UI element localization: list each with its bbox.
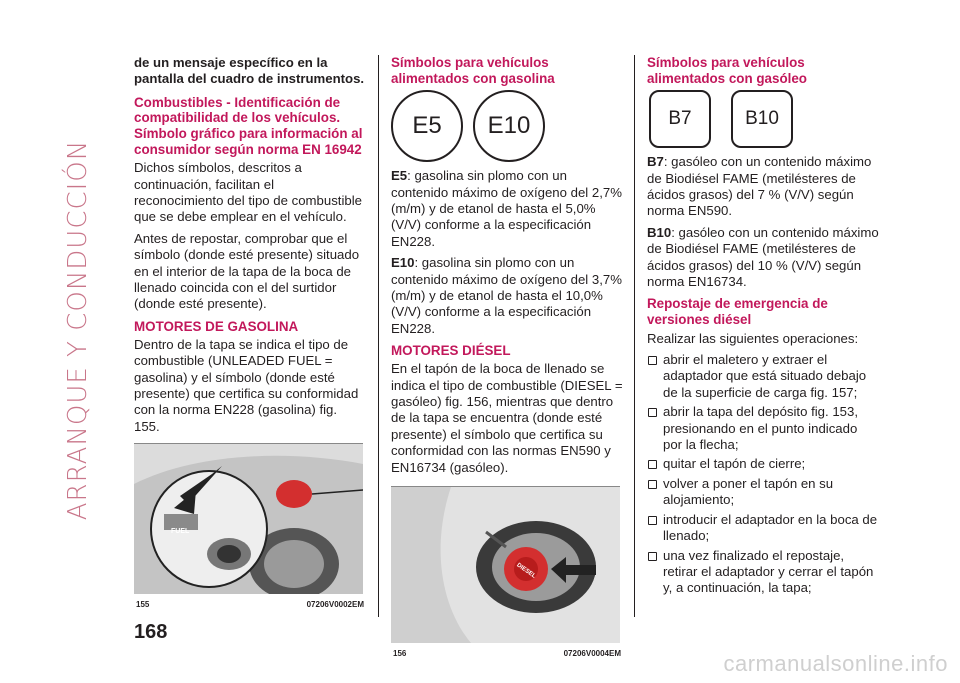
checkbox-bullet-icon [648, 480, 657, 489]
steps-list [647, 352, 879, 597]
paragraph: En el tapón de la boca de llenado se indica el tipo de combustible (DIESEL = gasóleo) fig. 156, mientras que dentro de la tapa se encuentra (donde esté presente) el símbolo que certifica su conformidad con las normas EN590 y EN16734 (gasóleo). [391, 361, 623, 475]
step-text: quitar el tapón de cierre; [663, 456, 806, 472]
definition-text: : gasóleo con un contenido máximo de Biodiésel FAME (metilésteres de ácidos grasos) del 10 % (V/V) según norma EN16734. [647, 224, 879, 290]
step-text: introducir el adaptador en la boca de llenado; [663, 511, 878, 544]
symbol-e5: E5 [391, 90, 463, 162]
figure-code: 07206V0004EM [563, 649, 621, 659]
e10-description [391, 255, 623, 337]
list-item [647, 512, 879, 545]
diesel-label: DIESEL [515, 562, 537, 580]
symbol-e10: E10 [473, 90, 545, 162]
heading-diesel-engines: MOTORES DIÉSEL [391, 343, 511, 359]
heading-diesel-symbols: Símbolos para vehículos alimentados con gasóleo [647, 55, 807, 86]
symbol-b7: B7 [649, 90, 711, 148]
column-3 [647, 55, 879, 600]
column-2 [391, 55, 623, 663]
paragraph: Dentro de la tapa se indica el tipo de combustible (UNLEADED FUEL = gasolina) y el símbolo (donde esté presente) que certifica su conformidad con la norma EN228 (gasolina) fig. 155. [134, 336, 359, 434]
checkbox-bullet-icon [648, 356, 657, 365]
paragraph: Dichos símbolos, descritos a continuación, facilitan el reconocimiento del tipo de combustible que se debe emplear en el vehículo. [134, 160, 362, 225]
term-b10: B10 [647, 224, 672, 240]
fuel-label: FUEL [171, 528, 190, 536]
heading-emergency-refuelling: Repostaje de emergencia de versiones diésel [647, 296, 828, 328]
diesel-symbols [649, 90, 879, 148]
fuel-door-diesel-illustration [391, 487, 620, 643]
figure-number: 155 [136, 600, 150, 610]
list-item [647, 404, 879, 453]
definition-text: : gasóleo con un contenido máximo de Biodiésel FAME (metilésteres de ácidos grasos) del 7 % (V/V) según norma EN590. [647, 154, 872, 219]
list-item [647, 476, 879, 509]
fuel-door-gasoline-illustration [134, 444, 363, 594]
symbol-b10: B10 [731, 90, 793, 148]
watermark: carmanualsonline.info [723, 651, 948, 676]
e5-description [391, 168, 623, 250]
step-text: volver a poner el tapón en su alojamiento; [663, 475, 834, 508]
figure-number: 156 [393, 649, 407, 659]
heading-gasoline-symbols: Símbolos para vehículos alimentados con gasolina [391, 55, 555, 86]
gasoline-symbols [391, 90, 623, 162]
paragraph: Antes de repostar, comprobar que el símbolo (donde esté presente) situado en el interior de la tapa de la boca de llenado coincida con el del surtidor (donde esté presente). [134, 230, 360, 312]
section-side-title: ARRANQUE Y CONDUCCIÓN [63, 139, 93, 521]
figure-code: 07206V0002EM [306, 600, 364, 610]
figure-155 [134, 443, 363, 594]
lead-text: de un mensaje específico en la pantalla del cuadro de instrumentos. [134, 55, 365, 87]
column-divider [634, 55, 635, 617]
b7-description [647, 154, 879, 220]
definition-text: : gasolina sin plomo con un contenido máximo de oxígeno del 3,7% (m/m) y de etanol de hasta el 10,0% (V/V) conforme a la especificación EN228. [391, 255, 622, 336]
figure-caption [134, 594, 366, 613]
checkbox-bullet-icon [648, 460, 657, 469]
column-1 [134, 55, 366, 614]
list-item [647, 352, 879, 401]
term-e5: E5 [391, 168, 408, 184]
figure-caption [391, 643, 623, 662]
list-item [647, 456, 879, 472]
list-item [647, 548, 879, 597]
step-text: una vez finalizado el repostaje, retirar el adaptador y cerrar el tapón y, a continuación, la tapa; [663, 547, 874, 596]
section-heading-fuel-identification: Combustibles - Identificación de compatibilidad de los vehículos. Símbolo gráfico para información al consumidor según norma EN 16942 [134, 94, 363, 157]
term-e10: E10 [391, 255, 415, 271]
column-divider [378, 55, 379, 617]
heading-gasoline-engines: MOTORES DE GASOLINA [134, 318, 299, 334]
step-text: abrir la tapa del depósito fig. 153, presionando en el punto indicado por la flecha; [663, 404, 859, 453]
b10-description [647, 225, 879, 291]
checkbox-bullet-icon [648, 408, 657, 417]
term-b7: B7 [647, 154, 664, 170]
checkbox-bullet-icon [648, 552, 657, 561]
checkbox-bullet-icon [648, 516, 657, 525]
figure-156 [391, 486, 620, 643]
step-text: abrir el maletero y extraer el adaptador que está situado debajo de la superficie de carga fig. 157; [663, 352, 867, 400]
paragraph: Realizar las siguientes operaciones: [647, 330, 859, 346]
page-number: 168 [134, 621, 168, 643]
definition-text: : gasolina sin plomo con un contenido máximo de oxígeno del 2,7% (m/m) y de etanol de hasta el 5,0% (V/V) conforme a la especificación EN228. [391, 168, 622, 249]
